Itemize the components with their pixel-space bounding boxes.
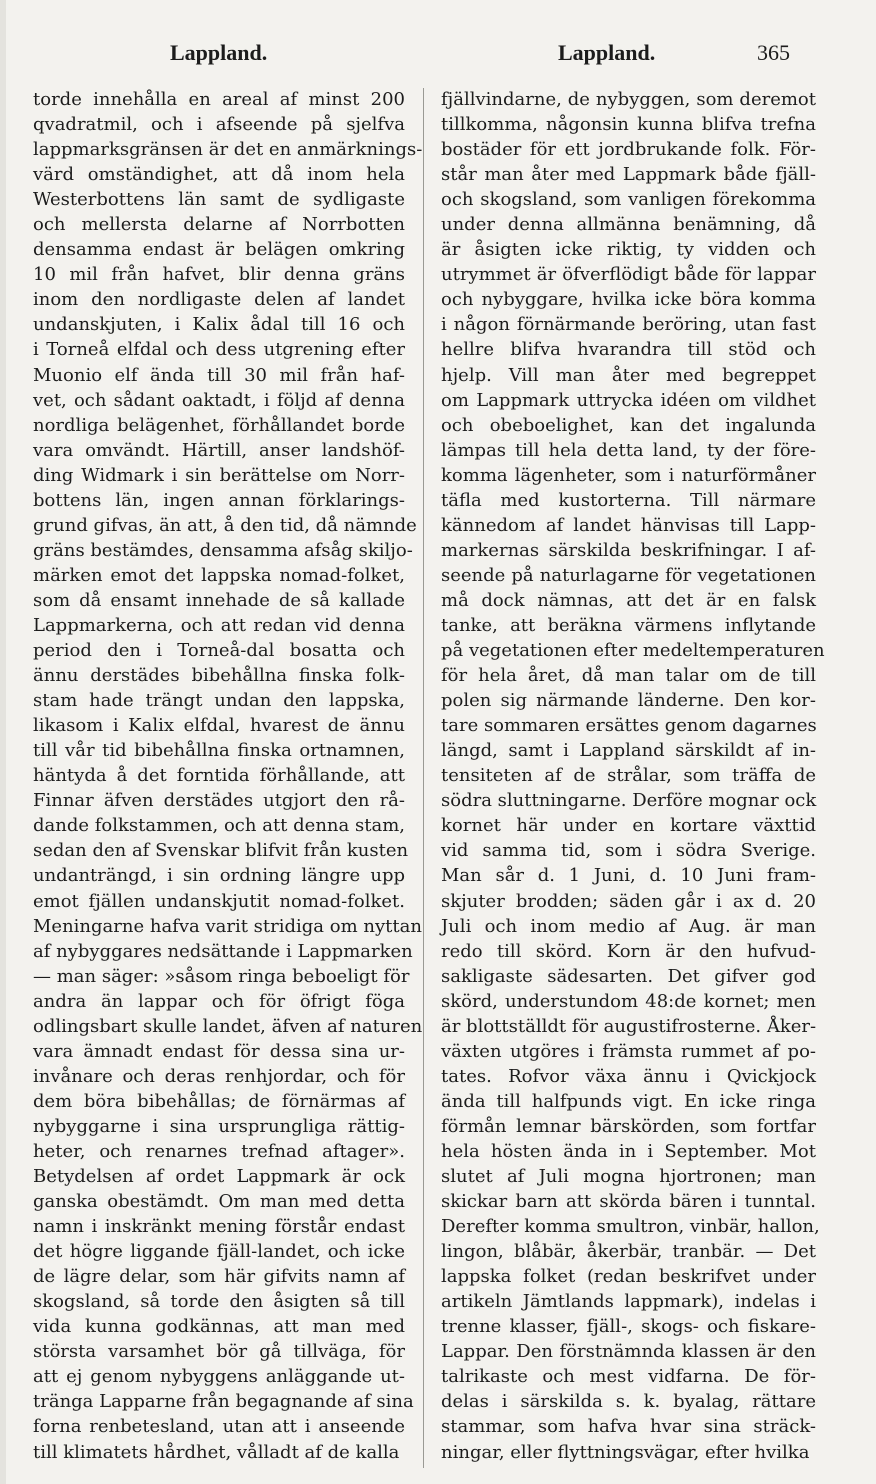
text-line: förmån lemnar bärskörden, som fortfar	[441, 1115, 816, 1137]
text-line: till klimatets hårdhet, vålladt af de kalla	[33, 1441, 400, 1463]
text-line: torde innehålla en areal af minst 200	[33, 89, 405, 110]
page-edge-shadow	[0, 0, 6, 1484]
text-line: delas i särskilda s. k. byalag, rättare	[441, 1391, 816, 1413]
page-number: 365	[757, 40, 790, 65]
text-line: Finnar äfven derstädes utgjort den rå-	[33, 790, 405, 812]
text-line: invånare och deras renhjordar, och för	[33, 1065, 405, 1087]
text-line: forna renbetesland, utan att i anseende	[33, 1416, 405, 1438]
text-line: vara omvändt. Härtill, anser landshöf-	[33, 439, 405, 461]
text-line: vet, och sådant oaktadt, i följd af denna	[33, 389, 405, 411]
text-line: Lappmarkerna, och att redan vid denna	[33, 614, 405, 636]
text-line: Man sår d. 1 Juni, d. 10 Juni fram-	[441, 865, 816, 887]
text-line: seende på naturlagarne för vegetationen	[441, 564, 816, 586]
text-line: grund gifvas, än att, å den tid, då nämnde	[33, 514, 417, 536]
text-line: 10 mil från hafvet, blir denna gräns	[33, 264, 405, 286]
text-line: sakligaste sädesarten. Det gifver god	[441, 965, 816, 987]
left-text-column	[33, 87, 423, 1465]
text-line: dande folkstammen, och att denna stam,	[33, 815, 405, 837]
text-line: hellre blifva hvarandra till stöd och	[441, 339, 816, 361]
text-line: tillkomma, någonsin kunna blifva trefna	[441, 114, 816, 136]
text-line: skickar barn att skörda bären i tunntal.	[441, 1191, 816, 1213]
text-line: talrikaste och mest vidfarna. De för-	[441, 1366, 816, 1388]
text-line: namn i inskränkt mening förstår endast	[33, 1216, 405, 1238]
text-line: för hela året, då man talar om de till	[441, 665, 816, 687]
text-line: skörd, understundom 48:de kornet; men	[441, 990, 816, 1012]
text-line: tates. Rofvor växa ännu i Qvickjock	[441, 1065, 816, 1087]
text-line: Betydelsen af ordet Lappmark är ock	[33, 1166, 405, 1188]
text-line: ningar, eller flyttningsvägar, efter hvilka	[441, 1441, 810, 1463]
text-line: Juli och inom medio af Aug. är man	[441, 915, 816, 937]
text-line: och obeboelighet, kan det ingalunda	[441, 414, 816, 436]
text-line: är blottställdt för augustifrosterne. Åker-	[441, 1015, 817, 1037]
text-line: af nybyggares nedsättande i Lappmarken	[33, 940, 413, 962]
text-line: Lappar. Den förstnämnda klassen är den	[441, 1341, 816, 1363]
text-line: heter, och renarnes trefnad aftager».	[33, 1140, 405, 1162]
text-line: till vår tid bibehållna finska ortnamnen,	[33, 740, 405, 762]
text-line: skjuter brodden; säden går i ax d. 20	[441, 890, 816, 912]
text-line: artikeln Jämtlands lappmark), indelas i	[441, 1291, 816, 1313]
text-line: tare sommaren ersättes genom dagarnes	[441, 715, 817, 737]
text-line: växten utgöres i främsta rummet af po-	[441, 1040, 816, 1062]
text-line: må dock nämnas, att det är en falsk	[441, 589, 816, 611]
text-line: stam hade trängt undan den lappska,	[33, 690, 405, 712]
text-line: gräns bestämdes, densamma afsåg skiljo-	[33, 539, 413, 561]
text-line: redo till skörd. Korn är den hufvud-	[441, 940, 816, 962]
text-line: sedan den af Svenskar blifvit från kusten	[33, 840, 409, 862]
text-line: nybyggarne i sina ursprungliga rättig-	[33, 1115, 405, 1137]
text-line: i Torneå elfdal och dess utgrening efter	[33, 339, 405, 361]
text-line: och mellersta delarne af Norrbotten	[33, 214, 405, 236]
text-line: längd, samt i Lappland särskildt af in-	[441, 740, 816, 762]
text-line: södra sluttningarne. Derföre mognar ock	[441, 790, 817, 812]
text-line: fjällvindarne, de nybyggen, som deremot	[441, 89, 816, 110]
text-line: är åsigten icke riktig, ty vidden och	[441, 239, 816, 261]
running-header	[0, 40, 876, 70]
text-line: tränga Lapparne från begagnande af sina	[33, 1391, 414, 1413]
text-line: att ej genom nybyggens anläggande ut-	[33, 1366, 405, 1388]
text-line: de lägre delar, som här gifvits namn af	[33, 1266, 405, 1288]
text-line: ännu derstädes bibehållna finska folk-	[33, 665, 405, 687]
text-line: Meningarne hafva varit stridiga om nyttan	[33, 915, 422, 937]
text-line: undanträngd, i sin ordning längre upp	[33, 865, 405, 887]
text-line: densamma endast är belägen omkring	[33, 239, 405, 261]
text-line: period den i Torneå-dal bosatta och	[33, 640, 405, 662]
text-line: täfla med kustorterna. Till närmare	[441, 489, 816, 511]
text-line: slutet af Juli mogna hjortronen; man	[441, 1166, 816, 1188]
text-line: och nybyggare, hvilka icke böra komma	[441, 289, 816, 311]
text-line: ding Widmark i sin berättelse om Norr-	[33, 464, 405, 486]
text-line: hjelp. Vill man åter med begreppet	[441, 364, 816, 386]
text-line: ända till halfpunds vigt. En icke ringa	[441, 1090, 816, 1112]
text-line: stammar, som hafva hvar sina sträck-	[441, 1416, 816, 1438]
text-line: nordliga belägenhet, förhållandet borde	[33, 414, 405, 436]
text-line: komma lägenheter, som i naturförmåner	[441, 464, 816, 486]
text-line: markernas särskilda beskrifningar. I af-	[441, 539, 816, 561]
text-line: Derefter komma smultron, vinbär, hallon,	[441, 1216, 820, 1238]
text-line: tensiteten af de strålar, som träffa de	[441, 765, 816, 787]
text-line: under denna allmänna benämning, då	[441, 214, 816, 236]
text-line: inom den nordligaste delen af landet	[33, 289, 405, 311]
text-line: vida kunna godkännas, att man med	[33, 1316, 405, 1338]
header-left-title: Lappland.	[170, 40, 268, 65]
text-line: vid samma tid, som i södra Sverige.	[441, 840, 816, 862]
text-line: likasom i Kalix elfdal, hvarest de ännu	[33, 715, 405, 737]
text-line: lappmarksgränsen är det en anmärknings-	[33, 139, 423, 161]
text-line: om Lappmark uttrycka idéen om vildhet	[441, 389, 816, 411]
text-line: Muonio elf ända till 30 mil från haf-	[33, 364, 405, 386]
text-line: — man säger: »såsom ringa beboeligt för	[33, 965, 410, 987]
text-line: häntyda å det forntida förhållande, att	[33, 765, 405, 787]
text-line: lämpas till hela detta land, ty der före-	[441, 439, 816, 461]
text-line: vara ämnadt endast för dessa sina ur-	[33, 1040, 405, 1062]
text-line: trenne klasser, fjäll-, skogs- och fiskare-	[441, 1316, 816, 1338]
text-line: största varsamhet bör gå tillväga, för	[33, 1341, 405, 1363]
text-line: bottens län, ingen annan förklarings-	[33, 489, 405, 511]
text-line: hela hösten ända in i September. Mot	[441, 1140, 816, 1162]
text-line: polen sig närmande länderne. Den kor-	[441, 690, 816, 712]
text-line: undanskjuten, i Kalix ådal till 16 och	[33, 314, 405, 336]
text-line: och skogsland, som vanligen förekomma	[441, 189, 816, 211]
text-line: Westerbottens län samt de sydligaste	[33, 189, 405, 211]
text-line: andra än lappar och för öfrigt föga	[33, 990, 405, 1012]
text-line: qvadratmil, och i afseende på sjelfva	[33, 114, 405, 136]
text-line: kornet här under en kortare växttid	[441, 815, 816, 837]
text-line: lappska folket (redan beskrifvet under	[441, 1266, 816, 1288]
text-line: på vegetationen efter medeltemperaturen	[441, 640, 825, 662]
text-line: det högre liggande fjäll-landet, och icke	[33, 1241, 405, 1263]
text-line: som då ensamt innehade de så kallade	[33, 589, 405, 611]
text-line: odlingsbart skulle landet, äfven af naturen	[33, 1015, 423, 1037]
text-line: bostäder för ett jordbrukande folk. För-	[441, 139, 816, 161]
text-line: i någon förnärmande beröring, utan fast	[441, 314, 816, 336]
right-text-column	[441, 87, 825, 1465]
text-line: står man åter med Lappmark både fjäll-	[441, 164, 816, 186]
text-line: tanke, att beräkna värmens inflytande	[441, 614, 816, 636]
text-line: lingon, blåbär, åkerbär, tranbär. — Det	[441, 1241, 816, 1263]
text-line: värd omständighet, att då inom hela	[33, 164, 405, 186]
text-line: dem böra bibehållas; de förnärmas af	[33, 1090, 405, 1112]
text-line: kännedom af landet hänvisas till Lapp-	[441, 514, 816, 536]
text-line: ganska obestämdt. Om man med detta	[33, 1191, 405, 1213]
header-right-title: Lappland.	[558, 40, 656, 65]
text-line: utrymmet är öfverflödigt både för lappar	[441, 264, 816, 286]
text-line: emot fjällen undanskjutit nomad-folket.	[33, 890, 405, 912]
text-line: skogsland, så torde den åsigten så till	[33, 1291, 405, 1313]
text-line: märken emot det lappska nomad-folket,	[33, 564, 405, 586]
column-divider	[423, 88, 424, 1468]
